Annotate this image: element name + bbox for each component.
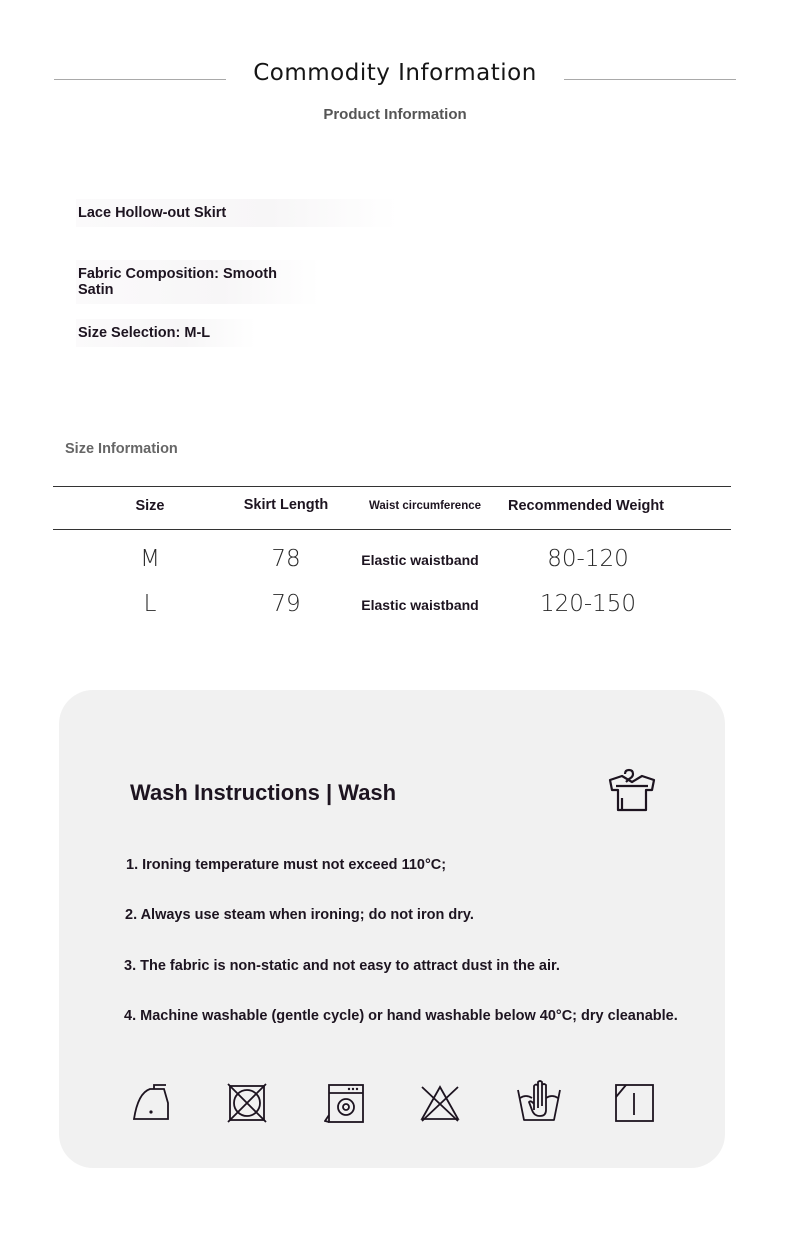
table-header-rule (53, 529, 731, 530)
column-header-length: Skirt Length (243, 497, 329, 513)
do-not-tumble-dry-icon (227, 1083, 267, 1123)
table-top-rule (53, 486, 731, 487)
washing-machine-icon (324, 1083, 364, 1123)
row-length: 79 (271, 591, 301, 617)
shirt-hanger-icon (608, 768, 656, 814)
row-size: M (140, 546, 160, 572)
column-header-weight: Recommended Weight (507, 498, 665, 514)
product-name: Lace Hollow-out Skirt (76, 199, 398, 227)
page-subtitle: Product Information (323, 106, 467, 123)
page-title: Commodity Information (253, 60, 537, 86)
wash-item: 3. The fabric is non-static and not easy to attract dust in the air. (124, 958, 560, 974)
iron-low-icon (132, 1083, 172, 1123)
row-waist: Elastic waistband (361, 552, 479, 568)
column-header-size: Size (135, 498, 165, 514)
do-not-bleach-icon (420, 1083, 460, 1123)
wash-item: 4. Machine washable (gentle cycle) or hand washable below 40°C; dry cleanable. (124, 1008, 678, 1024)
wash-item: 2. Always use steam when ironing; do not iron dry. (125, 907, 474, 923)
row-length: 78 (271, 546, 301, 572)
row-size: L (143, 591, 157, 617)
row-weight: 80-120 (547, 546, 629, 572)
fabric-composition: Fabric Composition: Smooth Satin (76, 260, 320, 304)
wash-title: Wash Instructions | Wash (130, 780, 397, 805)
size-info-heading: Size Information (65, 441, 178, 457)
column-header-waist: Waist circumference (368, 500, 482, 512)
size-selection: Size Selection: M-L (76, 319, 256, 347)
line-dry-icon (614, 1083, 654, 1123)
row-waist: Elastic waistband (361, 597, 479, 613)
wash-item: 1. Ironing temperature must not exceed 110°C; (126, 857, 447, 873)
row-weight: 120-150 (539, 591, 637, 617)
hand-wash-icon (516, 1080, 562, 1124)
